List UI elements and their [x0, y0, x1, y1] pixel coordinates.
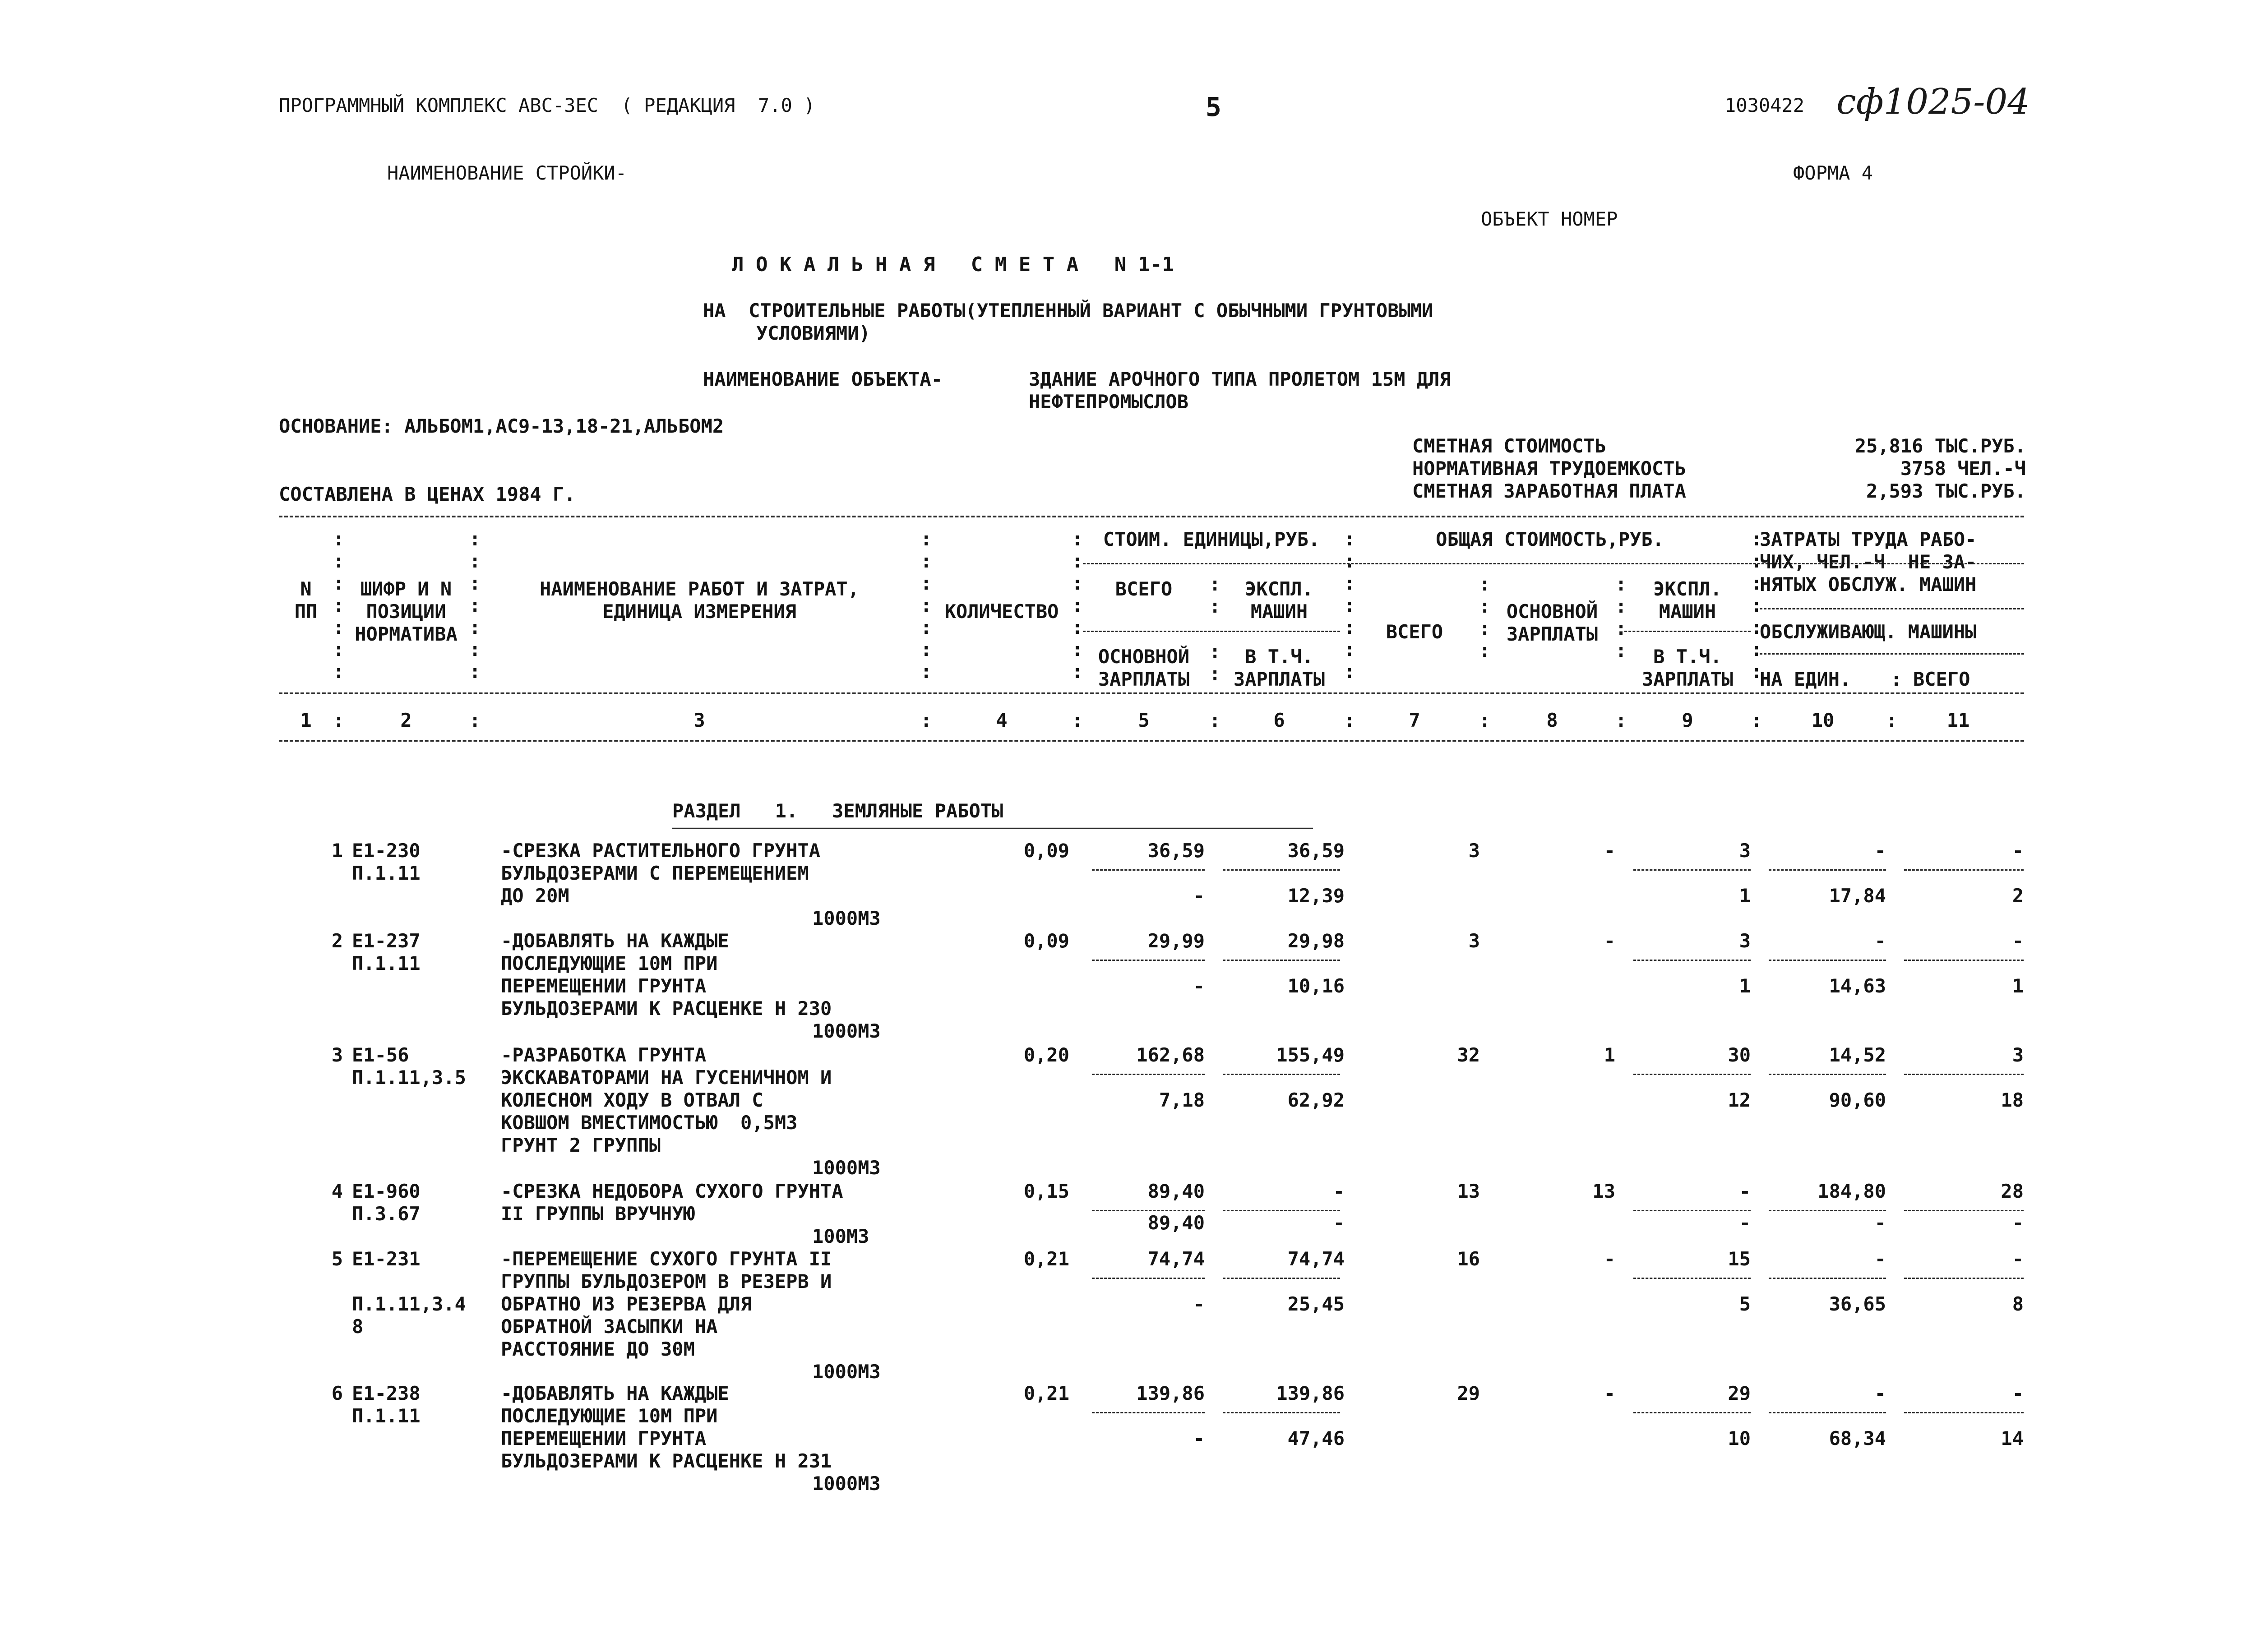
- col-num-pp: ПП: [294, 600, 318, 623]
- row-labor-total: -: [2012, 1382, 2024, 1404]
- row-total-machines: 15: [1728, 1248, 1751, 1270]
- row-unit-total: 74,74: [1147, 1248, 1205, 1270]
- row-unit-machines: 36,59: [1287, 840, 1345, 862]
- row-total-base-wages: -: [1604, 840, 1615, 862]
- row-code: Е1-56: [352, 1044, 409, 1066]
- row-sub-rule: [1223, 1074, 1340, 1075]
- row-unit: 1000М3: [812, 907, 881, 929]
- col-number: 2: [400, 709, 412, 731]
- row-name: ОБРАТНО ИЗ РЕЗЕРВА ДЛЯ: [501, 1293, 752, 1315]
- row-quantity: 0,20: [1023, 1044, 1069, 1066]
- col-labor-1: ЗАТРАТЫ ТРУДА РАБО-: [1760, 528, 1977, 550]
- row-unit-total: 139,86: [1136, 1382, 1205, 1404]
- row-labor-unit: 14,52: [1829, 1044, 1886, 1066]
- col-name-2: ЕДИНИЦА ИЗМЕРЕНИЯ: [602, 600, 796, 623]
- row-labor-unit: -: [1874, 840, 1886, 862]
- construction-name-label: НАИМЕНОВАНИЕ СТРОЙКИ-: [387, 162, 627, 184]
- col-labor-total: ВСЕГО: [1913, 668, 1970, 690]
- row-name: ПОСЛЕДУЮЩИЕ 10М ПРИ: [501, 952, 718, 974]
- object-name-label: НАИМЕНОВАНИЕ ОБЪЕКТА-: [703, 368, 943, 390]
- row-code: Е1-230: [352, 840, 421, 862]
- row-labor-serv-unit: 90,60: [1829, 1089, 1886, 1111]
- summary-label-labor: НОРМАТИВНАЯ ТРУДОЕМКОСТЬ: [1412, 457, 1686, 480]
- row-number: 6: [331, 1382, 343, 1404]
- col-total-cost: ОБЩАЯ СТОИМОСТЬ,РУБ.: [1436, 528, 1664, 550]
- row-sub-rule: [1904, 960, 2024, 961]
- col-name-1: НАИМЕНОВАНИЕ РАБОТ И ЗАТРАТ,: [539, 578, 859, 600]
- col-code-3: НОРМАТИВА: [355, 623, 458, 645]
- col-unit-total: ВСЕГО: [1115, 578, 1173, 600]
- row-sub-rule: [1633, 1210, 1751, 1211]
- row-code: Е1-237: [352, 930, 421, 952]
- row-name: -СРЕЗКА НЕДОБОРА СУХОГО ГРУНТА: [501, 1180, 843, 1202]
- row-name: БУЛЬДОЗЕРАМИ К РАСЦЕНКЕ Н 231: [501, 1450, 832, 1472]
- row-total-machines: 30: [1728, 1044, 1751, 1066]
- row-number: 1: [331, 840, 343, 862]
- summary-label-cost: СМЕТНАЯ СТОИМОСТЬ: [1412, 435, 1606, 457]
- row-unit-total: 29,99: [1147, 930, 1205, 952]
- row-total-all: 3: [1468, 930, 1480, 952]
- row-unit-base-wages: 7,18: [1159, 1089, 1205, 1111]
- col-total-mach-1: ЭКСПЛ.: [1653, 578, 1722, 600]
- summary-value-wages: 2,593 ТЫС.РУБ.: [1866, 480, 2026, 502]
- col-total-mach-2: МАШИН: [1659, 600, 1716, 623]
- row-total-all: 16: [1457, 1248, 1480, 1270]
- row-sub-rule: [1904, 869, 2024, 871]
- row-sub-rule: [1633, 1278, 1751, 1279]
- object-name-line1: ЗДАНИЕ АРОЧНОГО ТИПА ПРОЛЕТОМ 15М ДЛЯ: [1029, 368, 1451, 390]
- col-number: 8: [1546, 709, 1558, 731]
- row-sub-rule: [1904, 1210, 2024, 1211]
- row-total-incl-wages: 1: [1739, 885, 1751, 907]
- row-sub-rule: [1769, 1074, 1886, 1075]
- row-name: -ДОБАВЛЯТЬ НА КАЖДЫЕ: [501, 1382, 729, 1404]
- row-number: 2: [331, 930, 343, 952]
- row-total-machines: 3: [1739, 840, 1751, 862]
- row-sub-rule: [1769, 869, 1886, 871]
- row-sub-rule: [1223, 1412, 1340, 1413]
- row-number: 4: [331, 1180, 343, 1202]
- row-sub-rule: [1092, 1074, 1205, 1075]
- row-quantity: 0,15: [1023, 1180, 1069, 1202]
- row-total-base-wages: 13: [1592, 1180, 1615, 1202]
- row-total-all: 3: [1468, 840, 1480, 862]
- col-labor-unit: НА ЕДИН.: [1760, 668, 1851, 690]
- col-labor-sep: :: [1891, 668, 1902, 690]
- program-name: ПРОГРАММНЫЙ КОМПЛЕКС АВС-3ЕС ( РЕДАКЦИЯ 7.0 ): [279, 94, 815, 116]
- row-sub-rule: [1223, 869, 1340, 871]
- row-name: ДО 20М: [501, 885, 569, 907]
- row-sub-rule: [1633, 869, 1751, 871]
- handwritten-mark-text: сф1025-04: [1836, 82, 2030, 122]
- col-number: 6: [1273, 709, 1285, 731]
- row-labor-total: 3: [2012, 1044, 2024, 1066]
- row-unit-total: 36,59: [1147, 840, 1205, 862]
- col-number: 4: [996, 709, 1008, 731]
- document-code: 1030422: [1724, 94, 1805, 116]
- row-unit-incl-wages: 62,92: [1287, 1089, 1345, 1111]
- row-labor-unit: -: [1874, 930, 1886, 952]
- row-total-base-wages: -: [1604, 1248, 1615, 1270]
- col-quantity: КОЛИЧЕСТВО: [944, 600, 1059, 623]
- row-name: -ДОБАВЛЯТЬ НА КАЖДЫЕ: [501, 930, 729, 952]
- col-code-1: ШИФР И N: [360, 578, 452, 600]
- row-name: -СРЕЗКА РАСТИТЕЛЬНОГО ГРУНТА: [501, 840, 821, 862]
- row-total-incl-wages: -: [1739, 1212, 1751, 1234]
- row-name: ПОСЛЕДУЮЩИЕ 10М ПРИ: [501, 1405, 718, 1427]
- row-sub-rule: [1769, 1278, 1886, 1279]
- row-total-incl-wages: 12: [1728, 1089, 1751, 1111]
- row-unit-machines: 74,74: [1287, 1248, 1345, 1270]
- row-sub-rule: [1092, 1412, 1205, 1413]
- object-name-line2: НЕФТЕПРОМЫСЛОВ: [1029, 391, 1189, 413]
- col-number: 10: [1811, 709, 1835, 731]
- row-labor-serv-unit: -: [1874, 1212, 1886, 1234]
- row-unit-incl-wages: -: [1333, 1212, 1345, 1234]
- row-unit-base-wages: -: [1193, 885, 1205, 907]
- row-unit-machines: 155,49: [1276, 1044, 1345, 1066]
- row-name: ПЕРЕМЕЩЕНИИ ГРУНТА: [501, 1427, 707, 1449]
- row-unit-base-wages: -: [1193, 975, 1205, 997]
- row-quantity: 0,09: [1023, 840, 1069, 862]
- works-subject-line1: НА СТРОИТЕЛЬНЫЕ РАБОТЫ(УТЕПЛЕННЫЙ ВАРИАНТ С ОБЫЧНЫМИ ГРУНТОВЫМИ: [703, 300, 1433, 322]
- row-code: Е1-231: [352, 1248, 421, 1270]
- row-sub-rule: [1904, 1278, 2024, 1279]
- col-number: 3: [693, 709, 705, 731]
- col-labor-2: ЧИХ, ЧЕЛ.-Ч НЕ ЗА-: [1760, 551, 1977, 573]
- row-name: ГРУНТ 2 ГРУППЫ: [501, 1134, 661, 1156]
- row-unit-machines: -: [1333, 1180, 1345, 1202]
- row-total-base-wages: -: [1604, 930, 1615, 952]
- row-number: 5: [331, 1248, 343, 1270]
- header-sub-rule-5: [1760, 653, 2024, 655]
- row-name: ПЕРЕМЕЩЕНИИ ГРУНТА: [501, 975, 707, 997]
- row-total-machines: -: [1739, 1180, 1751, 1202]
- row-sub-rule: [1769, 1412, 1886, 1413]
- works-subject-line2: УСЛОВИЯМИ): [756, 322, 870, 344]
- summary-value-cost: 25,816 ТЫС.РУБ.: [1854, 435, 2026, 457]
- section-underline: [672, 827, 1313, 829]
- row-total-base-wages: 1: [1604, 1044, 1615, 1066]
- row-name: КОВШОМ ВМЕСТИМОСТЬЮ 0,5М3: [501, 1112, 798, 1134]
- row-code: Е1-960: [352, 1180, 421, 1202]
- object-number-label: ОБЪЕКТ НОМЕР: [1481, 208, 1618, 230]
- row-name: БУЛЬДОЗЕРАМИ К РАСЦЕНКЕ Н 230: [501, 997, 832, 1020]
- row-labor-serv-total: 18: [2001, 1089, 2024, 1111]
- handwritten-mark: [1832, 77, 2039, 126]
- row-code: Е1-238: [352, 1382, 421, 1404]
- row-labor-serv-total: -: [2012, 1212, 2024, 1234]
- row-name: -РАЗРАБОТКА ГРУНТА: [501, 1044, 707, 1066]
- row-unit-base-wages: -: [1193, 1293, 1205, 1315]
- col-total-incl-2: ЗАРПЛАТЫ: [1641, 668, 1734, 690]
- col-labor-serv: ОБСЛУЖИВАЮЩ. МАШИНЫ: [1760, 621, 1977, 643]
- row-sub-rule: [1633, 1074, 1751, 1075]
- form-label: ФОРМА 4: [1793, 162, 1873, 184]
- col-total-all: ВСЕГО: [1386, 621, 1443, 643]
- row-labor-total: -: [2012, 930, 2024, 952]
- row-name: ГРУППЫ БУЛЬДОЗЕРОМ В РЕЗЕРВ И: [501, 1270, 832, 1292]
- header-rule-top: [279, 516, 2024, 517]
- row-quantity: 0,21: [1023, 1382, 1069, 1404]
- row-name: ЭКСКАВАТОРАМИ НА ГУСЕНИЧНОМ И: [501, 1066, 832, 1089]
- row-sub-rule: [1223, 1278, 1340, 1279]
- row-code: П.1.11,3.4: [352, 1293, 466, 1315]
- row-unit: 1000М3: [812, 1361, 881, 1383]
- row-labor-total: -: [2012, 1248, 2024, 1270]
- summary-value-labor: 3758 ЧЕЛ.-Ч: [1900, 457, 2026, 480]
- row-unit-incl-wages: 25,45: [1287, 1293, 1345, 1315]
- row-number: 3: [331, 1044, 343, 1066]
- col-code-2: ПОЗИЦИИ: [366, 600, 446, 623]
- row-sub-rule: [1633, 1412, 1751, 1413]
- row-labor-serv-unit: 68,34: [1829, 1427, 1886, 1449]
- row-total-all: 29: [1457, 1382, 1480, 1404]
- basis-line: ОСНОВАНИЕ: АЛЬБОМ1,АС9-13,18-21,АЛЬБОМ2: [279, 415, 724, 437]
- row-name: КОЛЕСНОМ ХОДУ В ОТВАЛ С: [501, 1089, 763, 1111]
- col-number: 7: [1409, 709, 1420, 731]
- col-labor-3: НЯТЫХ ОБСЛУЖ. МАШИН: [1760, 573, 1977, 595]
- row-sub-rule: [1092, 1210, 1205, 1211]
- row-total-base-wages: -: [1604, 1382, 1615, 1404]
- row-unit-incl-wages: 47,46: [1287, 1427, 1345, 1449]
- col-number: 1: [300, 709, 312, 731]
- row-labor-serv-unit: 17,84: [1829, 885, 1886, 907]
- row-labor-total: -: [2012, 840, 2024, 862]
- row-labor-total: 28: [2001, 1180, 2024, 1202]
- row-code: 8: [352, 1315, 364, 1338]
- row-unit-incl-wages: 10,16: [1287, 975, 1345, 997]
- header-sub-rule-2: [1083, 631, 1340, 632]
- col-total-base-1: ОСНОВНОЙ: [1506, 600, 1598, 623]
- row-unit-base-wages: -: [1193, 1427, 1205, 1449]
- estimate-title: Л О К А Л Ь Н А Я С М Е Т А N 1-1: [732, 253, 1174, 276]
- row-name: РАССТОЯНИЕ ДО 30М: [501, 1338, 695, 1360]
- col-number: 5: [1138, 709, 1150, 731]
- row-total-incl-wages: 10: [1728, 1427, 1751, 1449]
- row-code: П.1.11: [352, 1405, 421, 1427]
- row-unit: 1000М3: [812, 1157, 881, 1179]
- col-number: 11: [1946, 709, 1970, 731]
- row-unit: 1000М3: [812, 1472, 881, 1495]
- row-sub-rule: [1904, 1074, 2024, 1075]
- row-total-all: 32: [1457, 1044, 1480, 1066]
- row-labor-serv-total: 1: [2012, 975, 2024, 997]
- row-unit-incl-wages: 12,39: [1287, 885, 1345, 907]
- row-quantity: 0,21: [1023, 1248, 1069, 1270]
- row-total-all: 13: [1457, 1180, 1480, 1202]
- row-sub-rule: [1223, 960, 1340, 961]
- row-labor-unit: -: [1874, 1382, 1886, 1404]
- row-sub-rule: [1633, 960, 1751, 961]
- row-sub-rule: [1769, 960, 1886, 961]
- row-total-machines: 29: [1728, 1382, 1751, 1404]
- row-labor-serv-unit: 14,63: [1829, 975, 1886, 997]
- row-labor-serv-total: 14: [2001, 1427, 2024, 1449]
- row-total-machines: 3: [1739, 930, 1751, 952]
- row-unit-machines: 139,86: [1276, 1382, 1345, 1404]
- row-labor-serv-total: 8: [2012, 1293, 2024, 1315]
- row-name: ОБРАТНОЙ ЗАСЫПКИ НА: [501, 1315, 718, 1338]
- row-name: БУЛЬДОЗЕРАМИ С ПЕРЕМЕЩЕНИЕМ: [501, 862, 809, 884]
- row-unit-total: 162,68: [1136, 1044, 1205, 1066]
- row-unit-base-wages: 89,40: [1147, 1212, 1205, 1234]
- row-code: П.3.67: [352, 1203, 421, 1225]
- row-sub-rule: [1092, 869, 1205, 871]
- header-sub-rule-3: [1624, 631, 1751, 632]
- row-name: II ГРУППЫ ВРУЧНУЮ: [501, 1203, 695, 1225]
- page-number: 5: [1206, 92, 1221, 122]
- col-number: 9: [1682, 709, 1693, 731]
- col-unit-incl-1: В Т.Ч.: [1245, 646, 1313, 668]
- col-total-incl-1: В Т.Ч.: [1653, 646, 1722, 668]
- row-labor-unit: -: [1874, 1248, 1886, 1270]
- row-quantity: 0,09: [1023, 930, 1069, 952]
- col-total-base-2: ЗАРПЛАТЫ: [1506, 623, 1598, 645]
- header-rule-mid: [279, 692, 2024, 694]
- row-unit: 1000М3: [812, 1020, 881, 1042]
- col-unit-base-1: ОСНОВНОЙ: [1098, 646, 1190, 668]
- row-total-incl-wages: 1: [1739, 975, 1751, 997]
- col-unit-mach-1: ЭКСПЛ.: [1245, 578, 1313, 600]
- col-unit-mach-2: МАШИН: [1250, 600, 1308, 623]
- section-title: РАЗДЕЛ 1. ЗЕМЛЯНЫЕ РАБОТЫ: [672, 800, 1003, 822]
- row-code: П.1.11: [352, 862, 421, 884]
- col-unit-incl-2: ЗАРПЛАТЫ: [1233, 668, 1325, 690]
- header-sub-rule-4: [1760, 608, 2024, 609]
- row-sub-rule: [1223, 1210, 1340, 1211]
- row-unit-total: 89,40: [1147, 1180, 1205, 1202]
- row-name: -ПЕРЕМЕЩЕНИЕ СУХОГО ГРУНТА II: [501, 1248, 832, 1270]
- header-rule-bottom: [279, 740, 2024, 742]
- row-sub-rule: [1092, 960, 1205, 961]
- prices-year: СОСТАВЛЕНА В ЦЕНАХ 1984 Г.: [279, 483, 576, 505]
- row-labor-serv-unit: 36,65: [1829, 1293, 1886, 1315]
- row-unit: 100М3: [812, 1225, 869, 1247]
- row-code: П.1.11,3.5: [352, 1066, 466, 1089]
- row-labor-serv-total: 2: [2012, 885, 2024, 907]
- col-unit-cost: СТОИМ. ЕДИНИЦЫ,РУБ.: [1103, 528, 1320, 550]
- row-code: П.1.11: [352, 952, 421, 974]
- row-total-incl-wages: 5: [1739, 1293, 1751, 1315]
- row-sub-rule: [1769, 1210, 1886, 1211]
- col-num-n: N: [300, 578, 312, 600]
- row-sub-rule: [1092, 1278, 1205, 1279]
- col-unit-base-2: ЗАРПЛАТЫ: [1098, 668, 1190, 690]
- row-unit-machines: 29,98: [1287, 930, 1345, 952]
- summary-label-wages: СМЕТНАЯ ЗАРАБОТНАЯ ПЛАТА: [1412, 480, 1686, 502]
- row-sub-rule: [1904, 1412, 2024, 1413]
- row-labor-unit: 184,80: [1817, 1180, 1886, 1202]
